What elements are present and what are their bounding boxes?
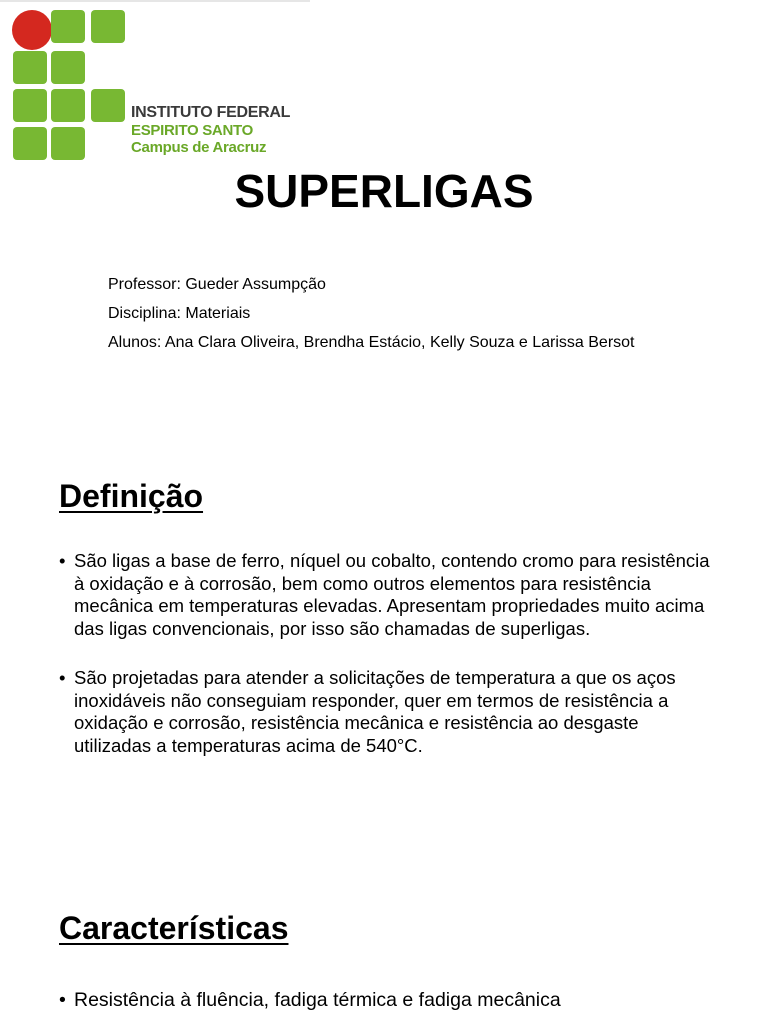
top-divider <box>0 0 310 2</box>
logo-square-icon <box>91 89 125 122</box>
definicao-bullet-list <box>59 550 719 757</box>
logo-square-icon <box>51 127 85 160</box>
institution-logo <box>10 8 310 166</box>
section-heading-caracteristicas: Características <box>59 910 289 946</box>
logo-text <box>131 105 290 155</box>
students-line: Alunos: Ana Clara Oliveira, Brendha Estácio, Kelly Souza e Larissa Bersot <box>108 334 635 351</box>
logo-square-icon <box>91 10 125 43</box>
logo-institution-name: INSTITUTO FEDERAL <box>131 104 291 121</box>
logo-state-name: ESPIRITO SANTO <box>131 122 253 139</box>
logo-square-icon <box>13 51 47 84</box>
professor-line: Professor: Gueder Assumpção <box>108 276 326 293</box>
logo-square-icon <box>51 10 85 43</box>
caracteristicas-bullet-list <box>59 989 719 1012</box>
bullet-item: • São projetadas para atender a solicitações de temperatura a que os aços inoxidáveis não conseguiam responder, quer em termos de resistência a oxidação e corrosão, resistência mecânica e resistência ao desgaste utilizadas a temperaturas acima de 540°C. <box>59 667 719 757</box>
logo-square-icon <box>51 89 85 122</box>
logo-red-dot-icon <box>12 10 52 50</box>
section-heading-definicao: Definição <box>59 478 204 514</box>
bullet-item: • São ligas a base de ferro, níquel ou cobalto, contendo cromo para resistência à oxidação e à corrosão, bem como outros elementos para resistência mecânica em temperaturas elevadas. Apresentam propriedades muito acima das ligas convencionais, por isso são chamadas de superligas. <box>59 550 719 640</box>
presentation-info <box>108 270 635 357</box>
logo-square-icon <box>13 89 47 122</box>
logo-square-icon <box>51 51 85 84</box>
logo-campus-name: Campus de Aracruz <box>131 139 267 156</box>
logo-square-icon <box>13 127 47 160</box>
bullet-item: • Resistência à fluência, fadiga térmica e fadiga mecânica <box>59 989 719 1012</box>
discipline-line: Disciplina: Materiais <box>108 305 251 322</box>
page-title: SUPERLIGAS <box>234 165 534 217</box>
